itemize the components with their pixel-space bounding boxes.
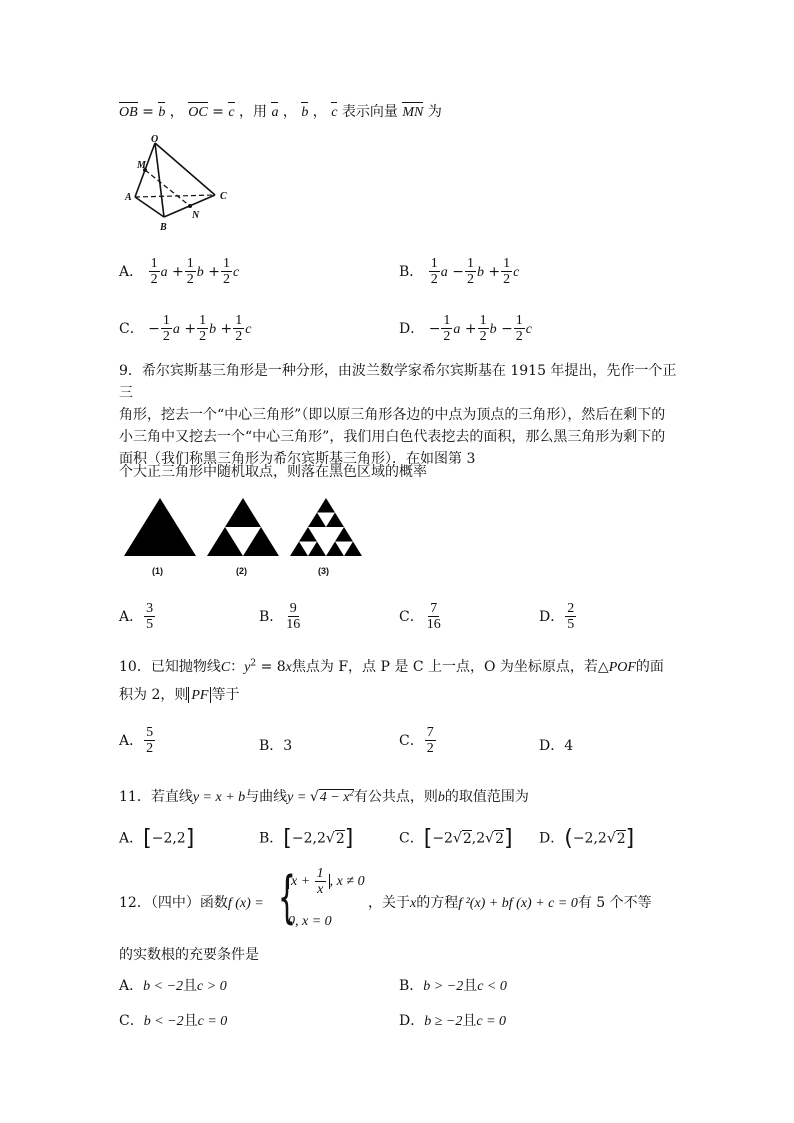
q10-option-d[interactable]: D．4 [539,738,574,754]
q8-option-b[interactable]: B． $\frac{1}{2}$ a − $\frac{1}{2}$ b + $\frac{1}{2}$ c [399,256,520,288]
q10-line-1: 10．已知抛物线C：$y^2 = 8x$焦点为 F，点 P 是 C 上一点，O 为坐标原点，若△POF的面 [119,658,664,675]
q9-option-a[interactable]: A． $\frac{3}{5}$ [119,601,154,633]
q8-vector-line [119,101,442,121]
label-A: A [125,192,132,203]
vec-a: a [271,105,279,120]
q9-option-c[interactable]: C． $\frac{7}{16}$ [399,601,441,633]
q11-option-c[interactable]: C．[−2√2,2√2] [399,826,513,851]
q8-option-a[interactable]: A． $\frac{1}{2}$ a + $\frac{1}{2}$ b + $\frac{1}{2}$ c [119,256,240,288]
q10-option-a[interactable]: A． $\frac{5}{2}$ [119,725,154,757]
label-N: N [192,210,200,221]
vec-MN: MN [402,105,424,120]
vec-OB: OB [119,105,138,120]
text: ，用 [238,104,267,120]
label-M: M [137,160,146,171]
vec-b: b [301,105,309,120]
fig-label-1: (1) [152,566,163,576]
q9-line-1: 9．希尔宾斯基三角形是一种分形，由波兰数学家希尔宾斯基在 1915 年提出，先作一个正三 [119,363,677,401]
eq-sign: = [212,104,224,120]
q12-stem-line-1: 12．（四中）函数f (x) = [119,895,264,911]
comma: ， [312,104,327,120]
vec-c: c [331,105,338,120]
q9-line-3: 小三角中又挖去一个“中心三角形”，我们用白色代表挖去的面积，那么黑三角形为剩下的 [119,429,666,445]
q12-stem-line-2: 的实数根的充要条件是 [119,947,259,963]
q10-option-b[interactable]: B．3 [259,738,293,754]
fig-label-3: (3) [318,566,329,576]
label-O: O [151,135,159,145]
q11-option-a[interactable]: A．[−2,2] [119,826,195,851]
q12-stem-line-1b: ，关于x的方程f ²(x) + bf (x) + c = 0有 5 个不等 [368,895,652,911]
q10-option-c[interactable]: C． $\frac{7}{2}$ [399,725,434,757]
tetrahedron-figure [120,135,240,235]
q12-option-b[interactable]: B．b > −2且c < 0 [399,978,507,994]
q9-stem [119,360,679,470]
vec-b: b [158,105,166,120]
q8-option-d[interactable]: D． − $\frac{1}{2}$ a + $\frac{1}{2}$ b − $\frac{1}{2}$ c [399,313,533,345]
q10-line-2: 积为 2，则 PF 等于 [119,687,240,703]
vec-OC: OC [188,105,208,120]
label-C: C [220,191,227,202]
q9-option-b[interactable]: B． $\frac{9}{16}$ [259,601,301,633]
q9-option-d[interactable]: D． $\frac{2}{5}$ [539,601,575,633]
q11-option-d[interactable]: D．(−2,2√2] [539,826,635,851]
q12-option-c[interactable]: C．b < −2且c = 0 [119,1013,228,1029]
label-B: B [160,222,167,233]
fig-label-2: (2) [236,566,247,576]
comma: ， [282,104,297,120]
sierpinski-figure [122,496,372,580]
comma: ， [169,104,184,120]
q12-piecewise: { x + $\frac{1}{x}$ , x ≠ 0 0, x = 0 [278,865,365,930]
q11-stem: 11．若直线y = x + b与曲线$y = √4 - x^2$有公共点，则b的取值范围为 [119,787,529,805]
vec-c: c [228,105,235,120]
q12-option-d[interactable]: D．b ≥ −2且c = 0 [399,1013,507,1029]
q9-line-2: 角形，挖去一个“中心三角形”（即以原三角形各边的中点为顶点的三角形），然后在剩下的 [119,407,666,423]
text: 为 [427,104,442,120]
eq-sign: = [142,104,154,120]
q9-line-5: 个大正三角形中随机取点，则落在黑色区域的概率 [119,464,427,480]
text: 表示向量 [341,104,398,120]
q12-option-a[interactable]: A．b < −2且c > 0 [119,978,227,994]
q9-line-4: 面积（我们称黑三角形为希尔宾斯基三角形）．在如图第 3 [119,451,476,467]
q11-option-b[interactable]: B．[−2,2√2] [259,826,354,851]
q8-option-c[interactable]: C． − $\frac{1}{2}$ a + $\frac{1}{2}$ b + $\frac{1}{2}$ c [119,313,252,345]
